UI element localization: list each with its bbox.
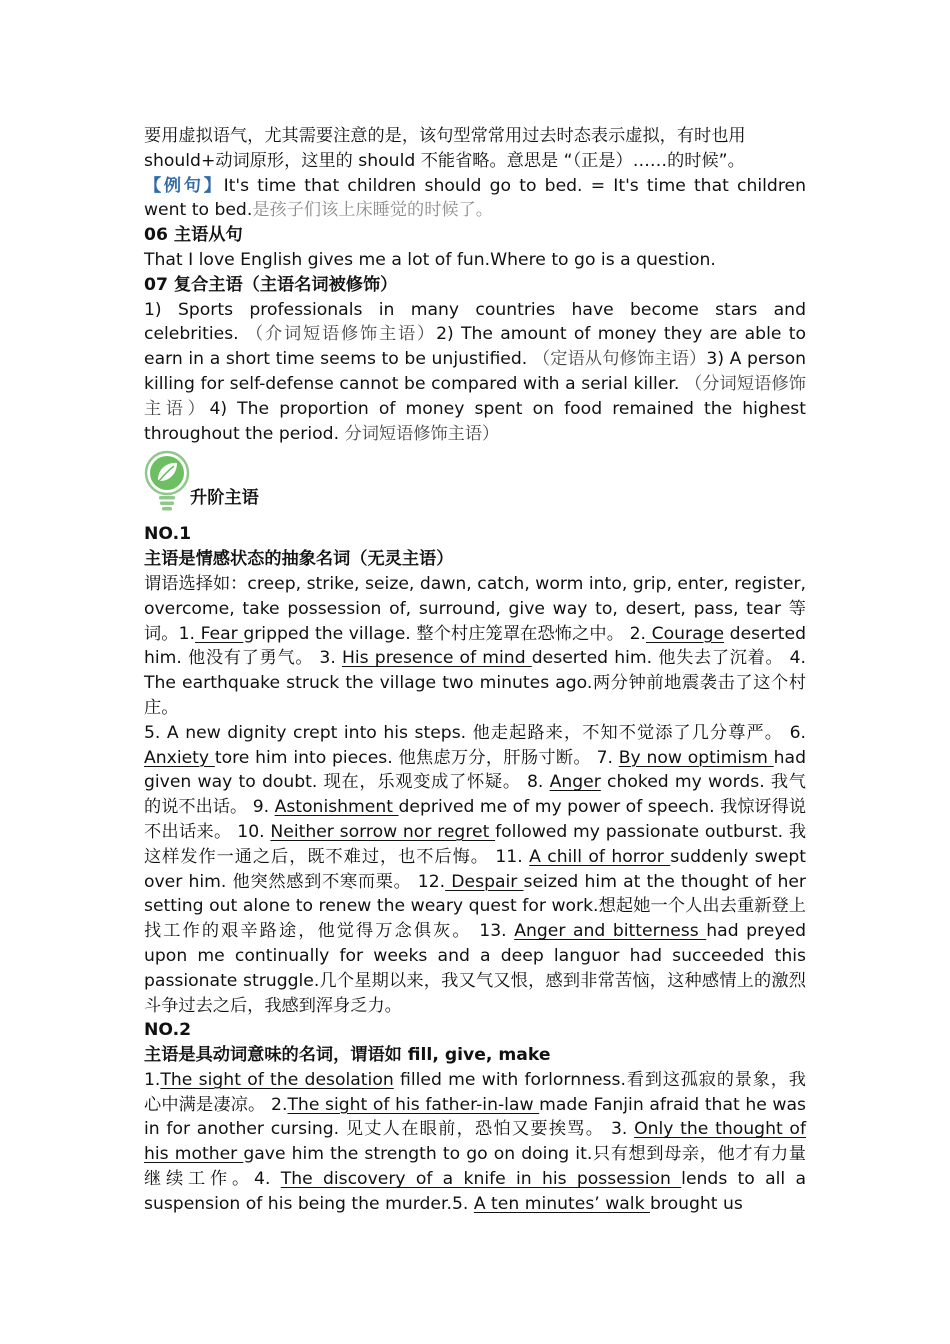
example-number: 11. [495,846,523,867]
upgrade-subject-title: 升阶主语 [190,487,259,508]
example-subject: Anger and bitterness [514,921,707,942]
example-subject: The sight of his father-in-law [287,1094,540,1115]
example-number: 9. [252,797,270,818]
no1-predicates: 谓语选择如：creep, strike, seize, dawn, catch, worm into, grip, enter, register, overcome, take possession of, surround, give way to, desert, pass, tear 等词。 [144,573,806,644]
example-rest: tore him into pieces. 他焦虑万分，肝肠寸断。 [214,747,591,768]
example-5-subject: 5. A new dignity [144,722,287,743]
s07-note-1: （介词短语修饰主语） [245,324,437,345]
example-subject: Anxiety [144,747,215,768]
example-rest: made Fanjin afraid that he was in for another cursing. 见丈人在眼前，恐怕又要挨骂。 [144,1094,806,1140]
example-number: 10. [237,821,265,842]
example-subject: Only the thought of his mother [144,1119,806,1165]
example-subject: His presence of mind [341,648,532,669]
lightbulb-leaf-icon [144,450,192,512]
section-06-heading: 06 主语从句 [144,225,243,246]
example-rest: crept into his steps. 他走起路来，不知不觉添了几分尊严。 [286,722,784,743]
s07-sentence-4: 4) The proportion of money spent on food remained the highest throughout the period. [144,398,806,444]
example-rest: deserted him. 他没有了勇气。 [144,623,806,669]
intro-line-2: should+动词原形，这里的 should 不能省略。意思是 “（正是）……的时候”。 [144,150,745,171]
example-tag: 【例句】 [144,175,224,196]
example-subject: A ten minutes’ walk [473,1193,650,1214]
intro-line-1: 要用虚拟语气，尤其需要注意的是，该句型常常用过去时态表示虚拟，有时也用 [144,126,746,146]
example-subject: By now optimism [618,747,774,768]
example-number: 2. [271,1094,288,1115]
no2-label: NO.2 [144,1020,192,1041]
section-06-text: That I love English gives me a lot of fun.Where to go is a question. [144,249,716,270]
no1-label: NO.1 [144,524,192,545]
no2-heading: 主语是具动词意味的名词，谓语如 fill, give, make [144,1045,551,1066]
example-chinese: 是孩子们该上床睡觉的时候了。 [252,200,493,221]
example-subject: A chill of horror [529,846,671,867]
example-number: 12. [417,871,446,892]
example-subject: Neither sorrow nor regret [270,821,496,842]
example-rest: followed my passionate outburst. 我这样发作一通之后，既不难过，也不后悔。 [144,821,807,867]
intro-paragraph [144,124,806,223]
example-rest: deprived me of my power of speech. 我惊讶得说不出话来。 [144,797,807,842]
s07-sentence-2: 2) The amount of money they are able to earn in a short time seems to be unjustified. [144,324,806,370]
example-rest: filled me with forlornness.看到这孤寂的景象，我心中满是凄凉。 [144,1069,806,1115]
example-number: 5. [451,1193,469,1214]
example-subject: Astonishment [274,797,399,818]
document-page [144,124,806,1217]
example-subject: Fear [195,623,244,644]
no1-heading: 主语是情感状态的抽象名词（无灵主语） [144,549,454,570]
example-number: 6. [789,722,807,743]
example-number: 4. [254,1169,271,1190]
example-4: 4. The earthquake struck the village two minutes ago.两分钟前地震袭击了这个村庄。 [144,648,807,718]
section-07-paragraph [144,298,806,447]
example-number: 1. [178,623,196,644]
example-rest: lends to all a suspension of his being the murder. [144,1169,806,1214]
example-subject: The discovery of a knife in his possession [280,1169,682,1190]
section-07-heading: 07 复合主语（主语名词被修饰） [144,274,398,295]
example-rest: had preyed upon me continually for weeks and a deep languor had succeeded this passionate struggle.几个星期以来，我又气又恨，感到非常苦恼，这种感情上的激烈斗争过去之后，我感到浑身乏力。 [144,921,806,1016]
example-number: 7. [596,747,613,768]
example-rest: gripped the village. 整个村庄笼罩在恐怖之中。 [243,623,625,644]
example-number: 3. [610,1119,628,1140]
no2-paragraph [144,1068,806,1217]
s07-note-2: （定语从句修饰主语） [532,349,707,370]
example-number: 2. [629,623,647,644]
example-subject: The sight of the desolation [160,1069,394,1090]
example-subject: Despair [445,871,524,892]
example-rest: had given way to doubt. 现在，乐观变成了怀疑。 [144,747,806,793]
upgrade-heading-row [144,448,806,512]
example-english: It's time that children should go to bed. = It's time that children went to bed. [144,175,806,221]
s07-sentence-1: 1) Sports professionals in many countries have become stars and celebrities. [144,299,806,345]
example-rest: seized him at the thought of her setting out alone to renew the weary quest for work.想起她一个人出去重新登上找工作的艰辛路途，他觉得万念俱灰。 [144,871,806,942]
example-rest: brought us [649,1193,743,1214]
example-number: 13. [479,921,507,942]
example-number: 1. [144,1069,161,1090]
example-number: 3. [319,648,336,669]
s07-sentence-3: 3) A person killing for self-defense cannot be compared with a serial killer. [144,349,806,394]
s07-note-3: （分词短语修饰主语） [144,373,806,419]
example-subject: Anger [549,772,601,793]
example-rest: deserted him. 他失去了沉着。 [531,648,784,669]
s07-note-4: 分词短语修饰主语） [344,423,500,444]
example-rest: gave him the strength to go on doing it.只有想到母亲，他才有力量继续工作。 [144,1144,806,1190]
example-rest: choked my words. 我气的说不出话。 [144,772,806,818]
no1-paragraph [144,572,806,1018]
example-subject: Courage [646,623,725,644]
example-rest: suddenly swept over him. 他突然感到不寒而栗。 [144,846,807,892]
example-number: 8. [526,772,544,793]
